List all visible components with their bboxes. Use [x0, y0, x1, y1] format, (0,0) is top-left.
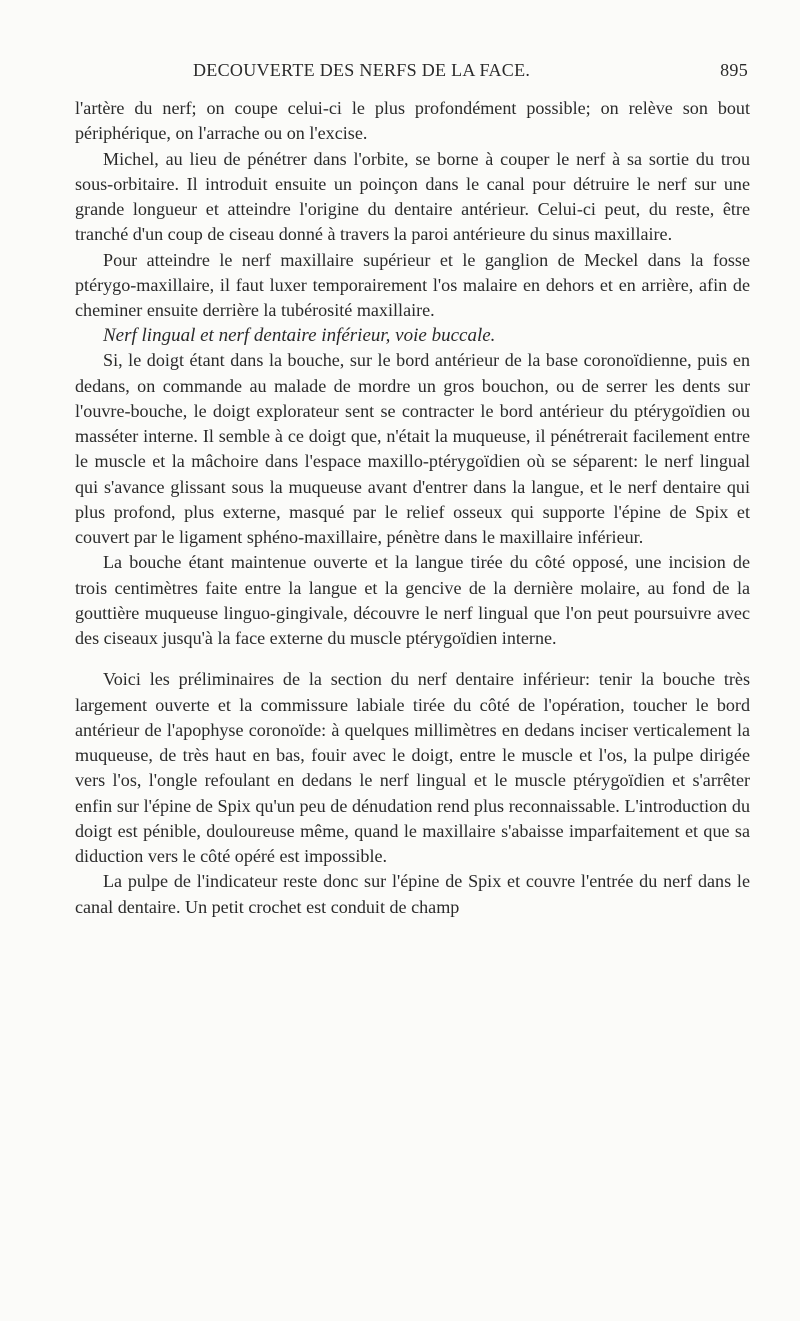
body-text [75, 96, 750, 920]
paragraph-gap [75, 651, 750, 667]
running-title: DECOUVERTE DES NERFS DE LA FACE. [193, 60, 531, 80]
running-header [75, 60, 748, 84]
paragraph-incision: La bouche étant maintenue ouverte et la langue tirée du côté opposé, une incision de trois centimètres faite entre la langue et la gencive de la dernière molaire, au fond de la gouttière muqueuse linguo-gingivale, découvre le nerf lingual que l'on peut poursuivre avec des ciseaux jusqu'à la face externe du muscle ptérygoïdien interne. [75, 552, 750, 648]
paragraph-continuation: l'artère du nerf; on coupe celui-ci le plus profondément possible; on relève son bout périphérique, on l'arrache ou on l'excise. [75, 98, 750, 144]
page-number: 895 [720, 60, 748, 80]
paragraph-maxillaire-superieur: Pour atteindre le nerf maxillaire supérieur et le ganglion de Meckel dans la fosse ptérygo-maxillaire, il faut luxer temporairement l'os malaire en dehors et en arrière, afin de cheminer ensuite derrière la tubérosité maxillaire. [75, 249, 750, 320]
paragraph-preliminaires: Voici les préliminaires de la section du nerf dentaire inférieur: tenir la bouche très largement ouverte et la commissure labiale tirée du côté de l'opération, toucher le bord antérieur de l'apophyse coronoïde: à quelques millimètres en dedans inciser verticalement la muqueuse, de très haut en bas, fouir avec le doigt, entre le muscle et l'os, la pulpe dirigée vers l'os, l'ongle refoulant en dedans le nerf lingual et le muscle ptérygoïdien et s'arrêter enfin sur l'épine de Spix qu'un peu de dénudation rend plus reconnaissable. L'introduction du doigt est pénible, douloureuse même, quand le maxillaire s'abaisse imparfaitement et que sa diduction vers le côté opéré est impossible. [75, 669, 750, 866]
paragraph-doigt: Si, le doigt étant dans la bouche, sur le bord antérieur de la base coronoïdienne, puis en dedans, on commande au malade de mordre un gros bouchon, ou de serrer les dents sur l'ouvre-bouche, le doigt explorateur sent se contracter le bord antérieur du ptérygoïdien ou masséter interne. Il semble à ce doigt que, n'était la muqueuse, il pénétrerait facilement entre le muscle et la mâchoire dans l'espace maxillo-ptérygoïdien où se séparent: le nerf lingual qui s'avance glissant sous la muqueuse avant d'entrer dans la langue, et le nerf dentaire qui plus profond, plus externe, masqué par le relief osseux qui supporte l'épine de Spix et couvert par le ligament sphéno-maxillaire, pénètre dans le maxillaire inférieur. [75, 350, 750, 547]
section-heading: Nerf lingual et nerf dentaire inférieur, voie buccale. [103, 325, 496, 347]
paragraph-pulpe: La pulpe de l'indicateur reste donc sur l'épine de Spix et couvre l'entrée du nerf dans le canal dentaire. Un petit crochet est conduit de champ [75, 871, 750, 917]
paragraph-michel: Michel, au lieu de pénétrer dans l'orbite, se borne à couper le nerf à sa sortie du trou sous-orbitaire. Il introduit ensuite un poinçon dans le canal pour détruire le nerf sur une grande longueur et atteindre l'origine du dentaire antérieur. Celui-ci peut, du reste, être tranché d'un coup de ciseau donné à travers la paroi antérieure du sinus maxillaire. [75, 148, 750, 245]
